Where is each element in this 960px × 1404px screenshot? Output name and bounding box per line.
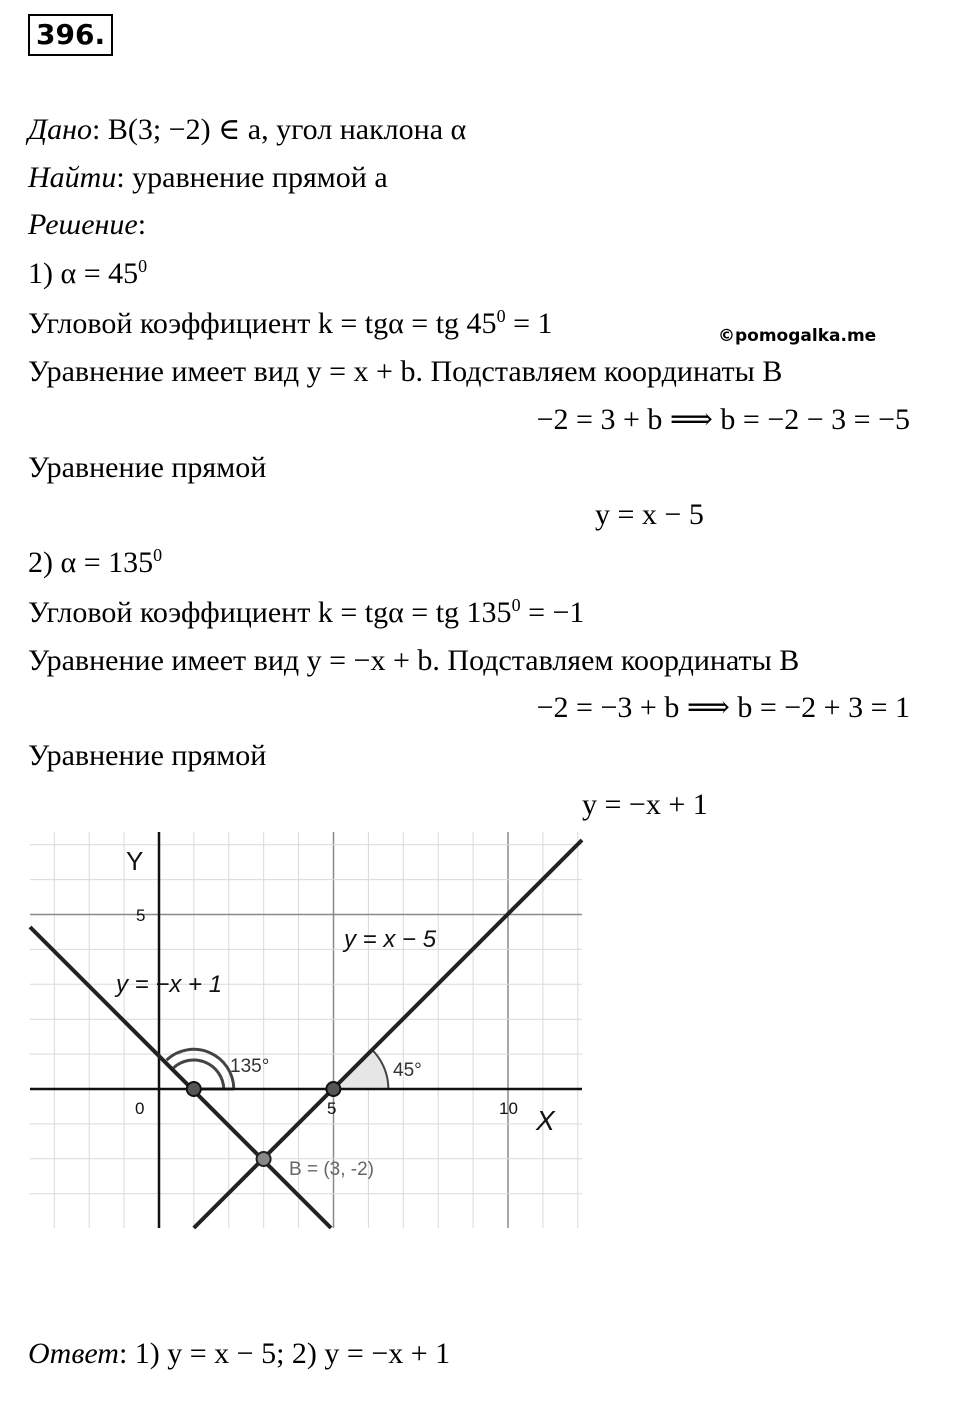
angle-45-arc <box>333 1050 388 1089</box>
case2-slope-text: Угловой коэффициент k = tgα = tg 135 <box>28 596 512 629</box>
y-axis-label: Y <box>126 846 144 876</box>
case1-slope-text: Угловой коэффициент k = tgα = tg 45 <box>28 307 497 340</box>
case1-slope-result: = 1 <box>505 307 553 340</box>
case1-eq-label: Уравнение прямой <box>28 451 267 484</box>
point-x-intercept-1 <box>187 1082 201 1096</box>
tick-x-0: 0 <box>135 1099 145 1118</box>
find-text: : уравнение прямой a <box>116 161 388 194</box>
case2-calc: −2 = −3 + b ⟹ b = −2 + 3 = 1 <box>536 691 910 724</box>
tick-x-5: 5 <box>327 1099 337 1118</box>
line-y-eq-x-minus-5 <box>194 840 582 1228</box>
case2-heading-sup: 0 <box>153 545 163 565</box>
case1-form: Уравнение имеет вид y = x + b. Подставляем координаты B <box>28 355 783 388</box>
case2-eq-label: Уравнение прямой <box>28 739 267 772</box>
line1-label: y = x − 5 <box>344 926 437 953</box>
angle-45-label: 45° <box>393 1060 422 1081</box>
solution-label: Решение <box>28 208 138 241</box>
case1-heading-text: 1) α = 45 <box>28 257 139 290</box>
tick-x-10: 10 <box>499 1099 518 1118</box>
angle-135-label: 135° <box>230 1056 270 1077</box>
point-b <box>257 1152 271 1166</box>
answer-text: : 1) y = x − 5; 2) y = −x + 1 <box>118 1337 451 1370</box>
case2-heading-text: 2) α = 135 <box>28 546 154 579</box>
point-b-label: B = (3, -2) <box>289 1159 374 1180</box>
tick-y-5: 5 <box>136 906 146 925</box>
watermark: ©pomogalka.me <box>718 326 877 346</box>
line2-label: y = −x + 1 <box>116 971 223 998</box>
answer-line <box>28 1336 450 1372</box>
solution-text: : <box>137 208 147 241</box>
case2-form: Уравнение имеет вид y = −x + b. Подставляем координаты B <box>28 644 800 677</box>
given-label: Дано <box>28 113 92 146</box>
case2-eq: y = −x + 1 <box>582 788 708 821</box>
answer-label: Ответ <box>28 1337 119 1370</box>
case2-slope-result: = −1 <box>520 596 585 629</box>
case1-calc: −2 = 3 + b ⟹ b = −2 − 3 = −5 <box>536 403 910 436</box>
find-label: Найти <box>28 161 117 194</box>
case1-eq: y = x − 5 <box>595 498 704 531</box>
problem-number: 396. <box>28 14 113 56</box>
given-text: : B(3; −2) ∈ a, угол наклона α <box>91 113 467 146</box>
case1-heading-sup: 0 <box>138 256 148 276</box>
point-x-intercept-5 <box>326 1082 340 1096</box>
x-axis-label: X <box>536 1105 555 1136</box>
case1-slope-sup: 0 <box>496 306 506 326</box>
case2-slope-sup: 0 <box>511 595 521 615</box>
